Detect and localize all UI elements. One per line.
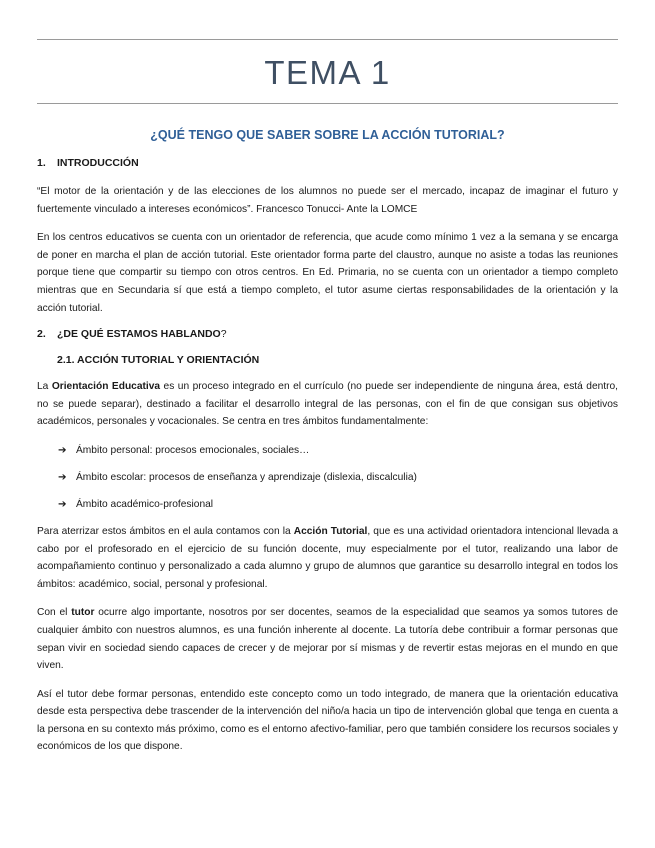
title-bottom-rule [37,103,618,104]
list-item [58,496,618,513]
arrow-right-icon: ➔ [58,444,67,456]
subsection-2-1-heading: 2.1. ACCIÓN TUTORIAL Y ORIENTACIÓN [57,354,260,367]
conclusion-paragraph: Así el tutor debe formar personas, entendido este concepto como un todo integrado, de manera que la orientación educativa desde esta perspectiva debe trascender de la intervención del niño/a hacia un tipo de intervención global que tenga en cuenta a la persona en su contexto más próximo, como es el entorno afectivo-familiar, pero que también considere los recursos sociales y económicos de los que dispone. [37,688,618,753]
section-2-title-tail: ? [220,328,227,341]
document-page [37,0,618,767]
section-1-heading [37,157,618,169]
tutor-term: tutor [71,607,95,619]
ambitos-list [58,442,618,513]
list-item-text: Ámbito académico-profesional [76,498,214,510]
accion-tutorial-paragraph [37,523,618,593]
tutor-paragraph [37,604,618,674]
orientacion-paragraph [37,378,618,431]
accion-text-post: , que es una actividad orientadora intencional llevada a cabo por el profesorado en el ejercicio de su función docente, muy especialmente por el tutor, realizando una labor de acompañamiento continuo y personalizado a cada alumno y grupo de alumnos que garantice su desarrollo integral en todos los ámbitos: académico, social, personal y profesional. [37,525,618,590]
orientacion-text-pre: La [37,381,52,393]
section-2-heading [37,328,618,340]
list-item-text: Ámbito escolar: procesos de enseñanza y aprendizaje (dislexia, discalculia) [76,471,417,483]
title-top-rule [37,39,618,40]
document-title: TEMA 1 [264,54,391,91]
intro-paragraph: En los centros educativos se cuenta con un orientador de referencia, que acude como mínimo 1 vez a la semana y se encarga de poner en marcha el plan de acción tutorial. Este orientador forma parte del claustro, aunque no asiste a todas las reuniones porque tiene que compartir su tiempo con otros centros. En Ed. Primaria, no se cuenta con un orientador a tiempo completo mientras que en Secundaria sí que está a tiempo completo, el tutor asume ciertas responsabilidades de la orientación y la acción tutorial. [37,232,618,314]
section-2-number: 2. [37,328,46,341]
intro-quote: “El motor de la orientación y de las elecciones de los alumnos no puede ser el mercado, incapaz de imaginar el futuro y fuertemente vinculado a intereses económicos”. Francesco Tonucci- Ante la LOMCE [37,186,618,215]
list-item [58,469,618,486]
tutor-text-pre: Con el [37,607,72,619]
accion-term: Acción Tutorial [293,525,368,537]
list-item-text: Ámbito personal: procesos emocionales, sociales… [76,444,310,456]
tutor-text-post: ocurre algo importante, nosotros por ser docentes, seamos de la especialidad que seamos ya somos tutores de cualquier ámbito con nuestros alumnos, es una función inherente al docente. La tutoría debe contribuir a formar personas que sepan vivir en sociedad siendo capaces de crecer y de mejorar por sí mismas y de revertir estas mejoras en el mundo en que viven. [37,607,618,672]
arrow-right-icon: ➔ [58,471,67,483]
arrow-right-icon: ➔ [58,498,67,510]
accion-text-pre: Para aterrizar estos ámbitos en el aula contamos con la [37,525,294,537]
orientacion-text-post: es un proceso integrado en el currículo (no puede ser independiente de ninguna área, está dentro, no se puede separar), destinado a facilitar el desarrollo integral de las personas, con el fin de que consigan sus objetivos académicos, personales y vocacionales. Se centra en tres ámbitos fundamentalmente: [37,381,618,428]
orientacion-term: Orientación Educativa [51,381,161,393]
section-1-title: INTRODUCCIÓN [57,157,139,169]
list-item [58,442,618,459]
section-1-number: 1. [37,157,46,169]
document-subtitle: ¿QUÉ TENGO QUE SABER SOBRE LA ACCIÓN TUTORIAL? [150,128,505,142]
section-2-title: ¿DE QUÉ ESTAMOS HABLANDO [57,328,221,341]
